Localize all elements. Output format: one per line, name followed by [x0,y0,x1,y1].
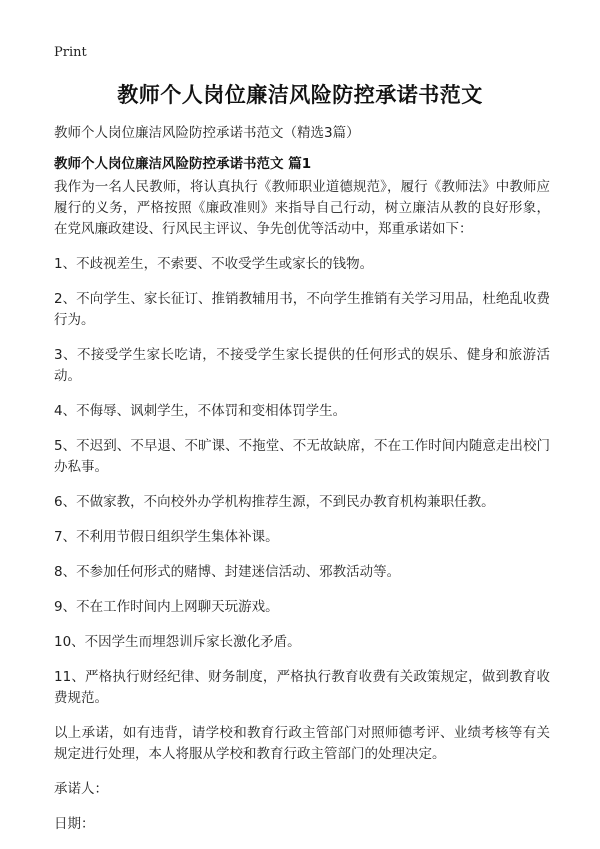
document-subtitle: 教师个人岗位廉洁风险防控承诺书范文（精选3篇） [54,125,360,141]
commitment-item: 1、不歧视差生，不索要、不收受学生或家长的钱物。 [54,256,374,272]
intro-paragraph: 我作为一名人民教师，将认真执行《教师职业道德规范》，履行《教师法》中教师应履行的义务，严格按照《廉政准则》来指导自己行动，树立廉洁从教的良好形象，在党风廉政建设、行风民主评议、争先创优等活动中，郑重承诺如下： [54,179,550,237]
commitment-item: 6、不做家教，不向校外办学机构推荐生源，不到民办教育机构兼职任教。 [54,494,495,510]
commitment-item: 8、不参加任何形式的赌博、封建迷信活动、邪教活动等。 [54,564,401,580]
commitment-item: 2、不向学生、家长征订、推销教辅用书，不向学生推销有关学习用品，杜绝乱收费行为。 [54,291,550,328]
commitment-item: 11、严格执行财经纪律、财务制度，严格执行教育收费有关政策规定，做到教育收费规范。 [54,669,550,706]
commitment-item: 4、不侮辱、讽刺学生，不体罚和变相体罚学生。 [54,403,347,419]
signatory-label: 承诺人： [54,781,108,797]
date-label: 日期： [54,816,95,832]
commitment-item: 7、不利用节假日组织学生集体补课。 [54,529,279,545]
section-heading: 教师个人岗位廉洁风险防控承诺书范文 篇1 [54,156,312,172]
commitment-item: 9、不在工作时间内上网聊天玩游戏。 [54,599,279,615]
print-label: Print [54,45,87,60]
commitment-item: 5、不迟到、不早退、不旷课、不拖堂、不无故缺席，不在工作时间内随意走出校门办私事。 [54,438,550,475]
closing-paragraph: 以上承诺，如有违背，请学校和教育行政主管部门对照师德考评、业绩考核等有关规定进行处理，本人将服从学校和教育行政主管部门的处理决定。 [54,725,550,762]
commitment-item: 10、不因学生而埋怨训斥家长激化矛盾。 [54,634,301,650]
commitment-item: 3、不接受学生家长吃请，不接受学生家长提供的任何形式的娱乐、健身和旅游活动。 [54,347,550,384]
document-title: 教师个人岗位廉洁风险防控承诺书范文 [117,83,483,107]
document-body [54,177,550,849]
